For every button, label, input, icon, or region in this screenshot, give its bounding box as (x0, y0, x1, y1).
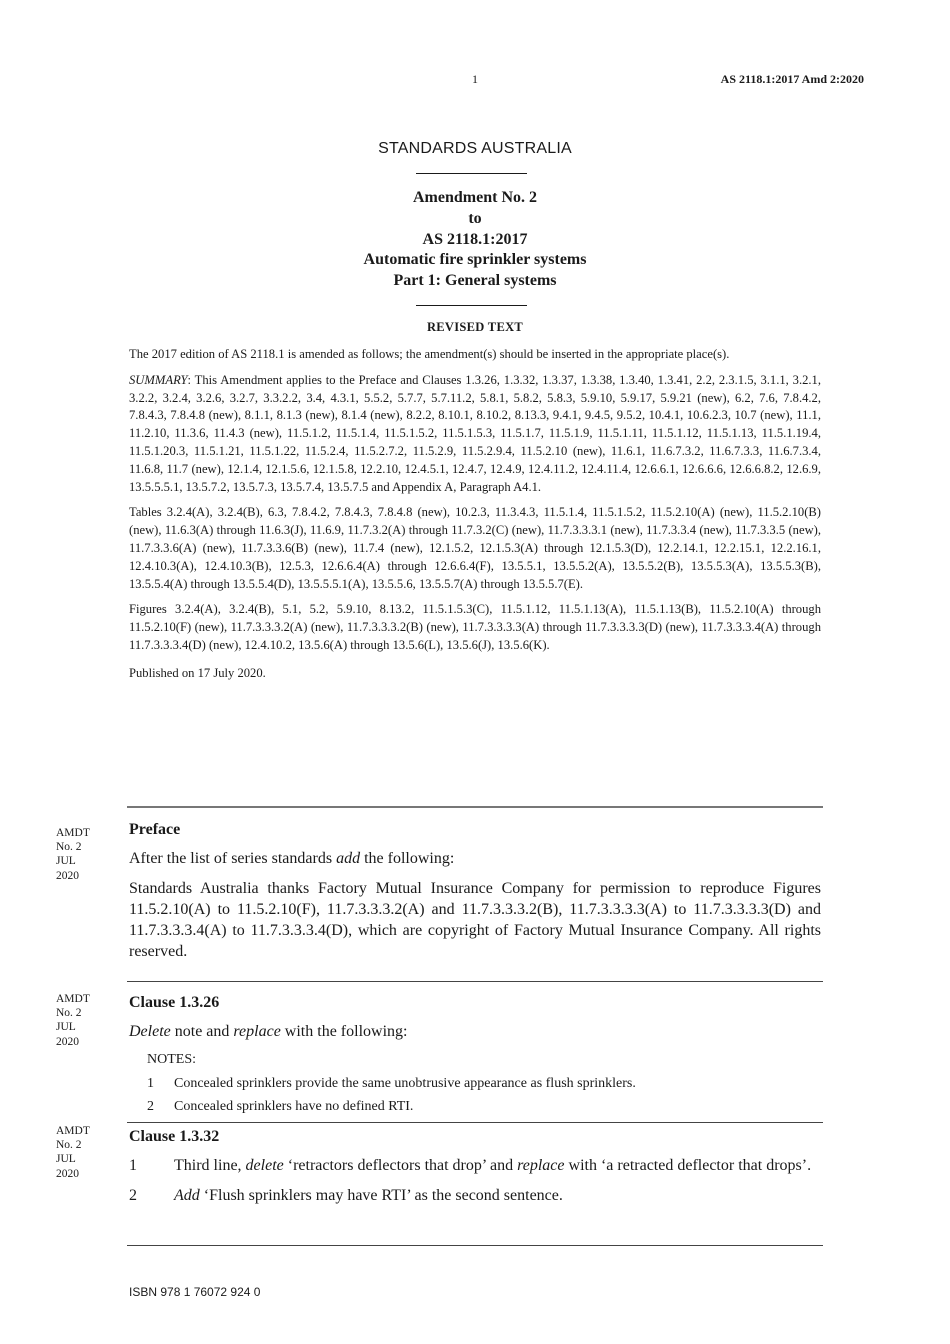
preface-body: Standards Australia thanks Factory Mutual Insurance Company for permission to reproduce Figures 11.5.2.10(A) to 11.5.2.10(F), 11.7.3.3.3.2(A) and 11.7.3.3.3.2(B), 11.7.3.3.3.3(A) to 11.7.3.3.3.3(D) and 11.7.3.3.3.4(A) to 11.7.3.3.3.4(D), which are copyright of Factory Mutual Insurance Company. All rights reserved. (129, 880, 821, 960)
clause-1-3-26-section (129, 992, 821, 1121)
amendment-margin-note: AMDT No. 2 JUL 2020 (56, 1125, 90, 1180)
section-divider (127, 981, 823, 982)
isbn: ISBN 978 1 76072 924 0 (129, 1285, 261, 1299)
intro-paragraph: The 2017 edition of AS 2118.1 is amended as follows; the amendment(s) should be inserted in the appropriate place(s). (129, 347, 730, 361)
section-divider (127, 1122, 823, 1123)
preface-instruction: After the list of series standards add the following: (129, 850, 455, 867)
standard-title: Automatic fire sprinkler systems (363, 251, 587, 269)
amendment-item: 2 Add ‘Flush sprinklers may have RTI’ as the second sentence. (129, 1187, 563, 1204)
intro-text (129, 346, 821, 691)
note-item: 2 Concealed sprinklers have no defined RTI. (147, 1099, 414, 1114)
note-item: 1 Concealed sprinklers provide the same unobtrusive appearance as flush sprinklers. (147, 1076, 636, 1091)
summary-text: : This Amendment applies to the Preface and Clauses 1.3.26, 1.3.32, 1.3.37, 1.3.38, 1.3.40, 1.3.41, 2.2, 2.3.1.5, 3.1.1, 3.2.1, 3.2.2, 3.2.4, 3.2.6, 3.2.7, 3.3.2.2, 3.4, 4.3.1, 5.5.2, 5.7.7, 5.7.11.2, 5.8.1, 5.8.2, 5.8.3, 5.9.10, 5.9.17, 5.9.21 (new), 6.2, 7.6, 7.8.4.2, 7.8.4.3, 7.8.4.8 (new), 8.1.1, 8.1.3 (new), 8.1.4 (new), 8.2.2, 8.10.1, 8.10.2, 8.13.3, 9.4.1, 9.4.5, 9.5.2, 10.4.1, 10.6.2.3, 10.7 (new), 11.1, 11.2.10, 11.3.6, 11.4.3 (new), 11.5.1.2, 11.5.1.4, 11.5.1.5.2, 11.5.1.5.3, 11.5.1.7, 11.5.1.9, 11.5.1.11, 11.5.1.12, 11.5.1.13, 11.5.1.19.4, 11.5.1.20.3, 11.5.1.21, 11.5.1.22, 11.5.2.4, 11.5.2.7.2, 11.5.2.9, 11.5.2.9.4, 11.5.2.10 (new), 11.6.1, 11.6.7.3.2, 11.6.7.3.3, 11.6.7.3.4, 11.6.8, 11.7 (new), 12.1.4, 12.1.5.6, 12.1.5.8, 12.2.10, 12.4.5.1, 12.4.7, 12.4.9, 12.4.11.2, 12.4.11.4, 12.6.6.1, 12.6.6.6, 12.6.6.8.2, 12.6.9, 13.5.5.5.1, 13.5.7.2, 13.5.7.3, 13.5.7.4, 13.5.7.5 and Appendix A, Paragraph A4.1. (129, 372, 821, 494)
amendment-margin-note: AMDT No. 2 JUL 2020 (56, 993, 90, 1048)
standard-part: Part 1: General systems (393, 272, 557, 290)
clause-1-3-32-section (129, 1126, 821, 1215)
revised-text-heading: REVISED TEXT (426, 320, 524, 334)
page-number: 1 (472, 72, 478, 86)
amendment-number: Amendment No. 2 (413, 189, 537, 206)
preface-section (129, 819, 821, 971)
title-block (0, 188, 950, 292)
title-divider-bottom (416, 305, 527, 306)
published-date: Published on 17 July 2020. (129, 665, 266, 680)
clause-heading: Clause 1.3.26 (129, 994, 220, 1011)
document-id: AS 2118.1:2017 Amd 2:2020 (720, 72, 864, 86)
amendment-margin-note: AMDT No. 2 JUL 2020 (56, 827, 90, 882)
summary-label: SUMMARY (129, 372, 188, 387)
section-divider (127, 1245, 823, 1246)
section-divider (127, 806, 823, 808)
preface-heading: Preface (129, 821, 181, 838)
title-to: to (468, 209, 482, 227)
amendment-item: 1 Third line, delete ‘retractors deflectors that drop’ and replace with ‘a retracted deflector that drops’. (129, 1157, 812, 1174)
notes-block (147, 1051, 821, 1116)
clause-heading: Clause 1.3.32 (129, 1128, 220, 1145)
title-divider-top (416, 173, 527, 174)
clause-instruction: Delete note and replace with the following: (129, 1023, 408, 1040)
standard-number: AS 2118.1:2017 (422, 230, 528, 248)
figures-paragraph: Figures 3.2.4(A), 3.2.4(B), 5.1, 5.2, 5.9.10, 8.13.2, 11.5.1.5.3(C), 11.5.1.12, 11.5.1.13(A), 11.5.1.13(B), 11.5.2.10(A) through 11.5.2.10(F) (new), 11.7.3.3.3.2(A) (new), 11.7.3.3.3.2(B) (new), 11.7.3.3.3.3(A) through 11.7.3.3.3.3(D) (new), 11.7.3.3.3.4(A) through 11.7.3.3.3.4(D) (new), 12.4.10.2, 13.5.6(A) through 13.5.6(L), 13.5.6(J), 13.5.6(K). (129, 602, 821, 652)
notes-heading: NOTES: (147, 1052, 196, 1067)
organization-name: STANDARDS AUSTRALIA (378, 140, 572, 157)
summary-paragraph (129, 372, 821, 497)
tables-paragraph: Tables 3.2.4(A), 3.2.4(B), 6.3, 7.8.4.2, 7.8.4.3, 7.8.4.8 (new), 10.2.3, 11.3.4.3, 11.5.1.4, 11.5.1.5.2, 11.5.2.10(A) (new), 11.5.2.10(B) (new), 11.6.3(A) through 11.6.3(J), 11.6.9, 11.7.3.2(A) through 11.7.3.2(C) (new), 11.7.3.3.3.1 (new), 11.7.3.3.4 (new), 11.7.3.3.5 (new), 11.7.3.3.6(A) (new), 11.7.3.3.6(B) (new), 11.7.4 (new), 12.1.5.2, 12.1.5.3(A) through 12.1.5.3(D), 12.2.14.1, 12.2.15.1, 12.2.16.1, 12.4.10.3(A), 12.4.10.3(B), 12.5.3, 12.6.6.4(A) through 12.6.6.4(F), 13.5.5.1, 13.5.5.2(A), 13.5.5.2(B), 13.5.5.3(A), 13.5.5.3(B), 13.5.5.4(A) through 13.5.5.4(D), 13.5.5.5.1(A), 13.5.5.6, 13.5.5.7(A) through 13.5.5.7(E). (129, 505, 821, 591)
